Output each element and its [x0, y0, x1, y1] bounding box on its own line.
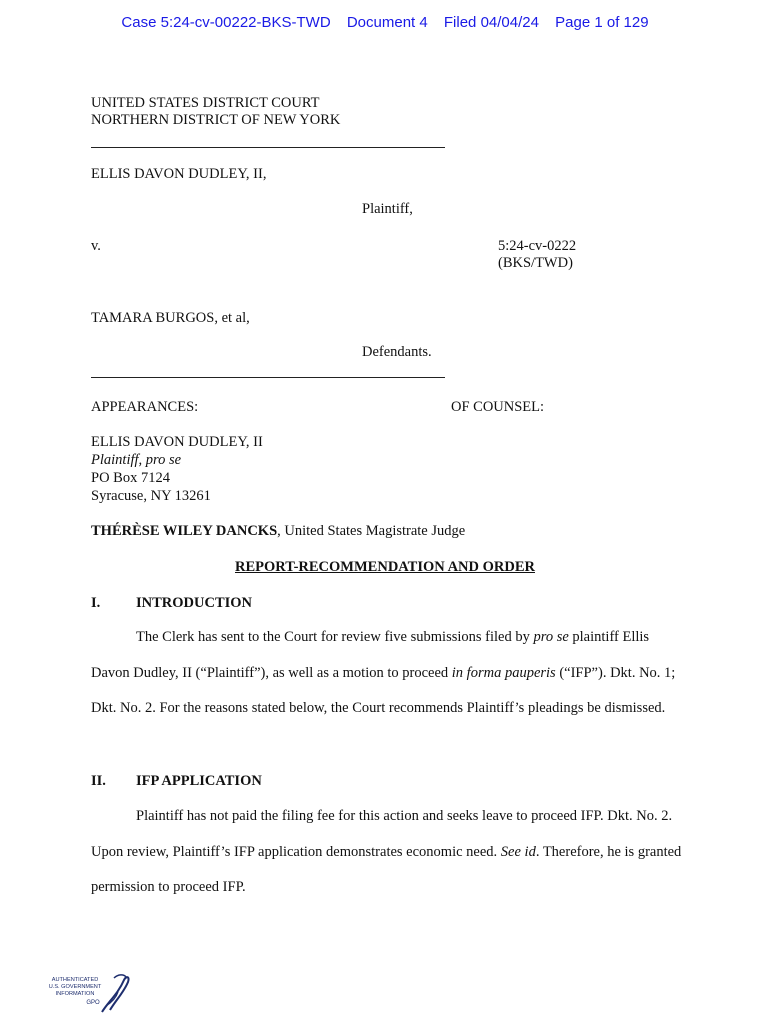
judge-title: , United States Magistrate Judge — [277, 523, 466, 539]
caption-rule-top — [91, 147, 445, 148]
plaintiff-name: ELLIS DAVON DUDLEY, II, — [91, 166, 267, 182]
appearance-address-line1: PO Box 7124 — [91, 470, 170, 486]
ecf-header — [0, 14, 770, 31]
section-1-paragraph: The Clerk has sent to the Court for review five submissions filed by pro se plaintiff Ellis Davon Dudley, II (“Plaintiff”), as well as a motion to proceed in forma pauperis (“IFP”). Dkt. No. 1; Dkt. No. 2. For the reasons stated below, the Court recommends Plaintiff’s pleadings be dismissed. — [91, 629, 676, 716]
judge-name: THÉRÈSE WILEY DANCKS — [91, 523, 278, 539]
section-1-heading: INTRODUCTION — [136, 595, 253, 611]
defendant-label: Defendants. — [362, 344, 432, 360]
versus: v. — [91, 238, 101, 254]
seal-line-2: U.S. GOVERNMENT — [48, 984, 102, 990]
section-2-number: II. — [91, 773, 106, 789]
appearance-address-line2: Syracuse, NY 13261 — [91, 488, 211, 504]
gpo-authenticated-seal — [44, 972, 134, 1016]
filed-date: Filed 04/04/24 — [443, 14, 539, 31]
case-number: Case 5:24-cv-00222-BKS-TWD — [121, 14, 331, 31]
section-1-number: I. — [91, 595, 101, 611]
eagle-icon — [102, 977, 129, 1012]
appearance-name: ELLIS DAVON DUDLEY, II — [91, 434, 263, 450]
case-number-caption: 5:24-cv-0222 — [498, 238, 577, 254]
court-name: UNITED STATES DISTRICT COURT — [91, 95, 320, 111]
section-2-paragraph: Plaintiff has not paid the filing fee for this action and seeks leave to proceed IFP. Dkt. No. 2. Upon review, Plaintiff’s IFP application demonstrates economic need. See id. Therefore, he is granted permission to proceed IFP. — [91, 808, 682, 895]
seal-line-4: GPO — [86, 1000, 100, 1006]
seal-line-3: INFORMATION — [55, 991, 95, 997]
appearance-role: Plaintiff, pro se — [91, 452, 182, 468]
page-number: Page 1 of 129 — [555, 14, 649, 31]
defendant-name: TAMARA BURGOS, et al, — [91, 310, 250, 326]
court-district: NORTHERN DISTRICT OF NEW YORK — [91, 112, 341, 128]
section-2-heading: IFP APPLICATION — [136, 773, 262, 789]
judge-initials: (BKS/TWD) — [498, 255, 573, 271]
plaintiff-label: Plaintiff, — [362, 201, 413, 217]
document-number: Document 4 — [346, 14, 428, 31]
of-counsel-label: OF COUNSEL: — [451, 399, 545, 415]
seal-line-1: AUTHENTICATED — [51, 977, 99, 983]
document-title: REPORT-RECOMMENDATION AND ORDER — [235, 559, 535, 575]
appearances-label: APPEARANCES: — [91, 399, 199, 415]
caption-rule-bottom — [91, 377, 445, 378]
judge-line — [91, 522, 465, 540]
